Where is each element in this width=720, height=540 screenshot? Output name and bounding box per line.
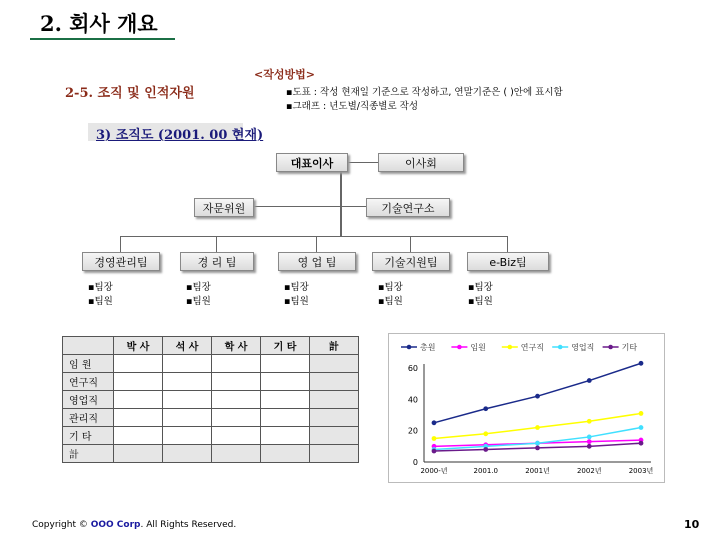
role-member: ▪팀원	[186, 296, 211, 307]
connector-team-1	[120, 236, 121, 252]
x-tick-label: 2001년	[525, 467, 550, 475]
rnd-center-box: 기술연구소	[366, 198, 450, 217]
title-underline	[30, 38, 175, 40]
table-cell	[114, 355, 163, 373]
data-point	[432, 436, 437, 441]
connector-advisory-rnd	[250, 206, 370, 207]
table-header-row	[63, 337, 359, 355]
table-cell	[163, 409, 212, 427]
advisory-box: 자문위원	[194, 198, 254, 217]
table-cell	[261, 355, 310, 373]
table-row-label: 관리직	[63, 409, 114, 427]
legend-marker	[457, 345, 462, 350]
table-row	[63, 445, 359, 463]
table-header-cell: 석 사	[163, 337, 212, 355]
copyright-prefix: Copyright ©	[32, 520, 88, 530]
legend-marker	[407, 345, 412, 350]
table-row-label: 計	[63, 445, 114, 463]
team-box-accounting: 경 리 팀	[180, 252, 254, 271]
legend-marker	[558, 345, 563, 350]
table-cell	[212, 409, 261, 427]
team-roles-accounting	[186, 281, 211, 309]
table-cell	[163, 391, 212, 409]
table-header-cell: 학 사	[212, 337, 261, 355]
table-cell	[261, 391, 310, 409]
data-point	[587, 444, 592, 449]
data-point	[432, 449, 437, 454]
data-point	[535, 441, 540, 446]
board-box: 이사회	[378, 153, 464, 172]
role-leader: ▪팀장	[468, 282, 493, 293]
team-box-management: 경영관리팀	[82, 252, 160, 271]
table-header-cell: 박 사	[114, 337, 163, 355]
role-member: ▪팀원	[284, 296, 309, 307]
team-roles-management	[88, 281, 113, 309]
data-point	[535, 446, 540, 451]
x-tick-label: 2000-년	[420, 467, 448, 475]
table-cell	[212, 391, 261, 409]
data-point	[587, 378, 592, 383]
data-point	[535, 394, 540, 399]
chart-svg	[389, 334, 664, 482]
role-leader: ▪팀장	[186, 282, 211, 293]
method-line-1: ▪도표 : 작성 현재일 기준으로 작성하고, 연말기준은 ( )안에 표시함	[286, 87, 563, 98]
role-member: ▪팀원	[88, 296, 113, 307]
connector-team-3	[316, 236, 317, 252]
table-cell	[310, 409, 359, 427]
y-tick-label: 60	[407, 364, 418, 373]
data-point	[483, 406, 488, 411]
table-row-label: 임 원	[63, 355, 114, 373]
table-cell	[163, 355, 212, 373]
table-row	[63, 427, 359, 445]
team-roles-sales	[284, 281, 309, 309]
copyright-brand: OOO Corp	[90, 520, 141, 530]
personnel-table	[62, 336, 359, 463]
table-cell	[310, 355, 359, 373]
data-point	[587, 435, 592, 440]
legend-label: 영업직	[571, 343, 595, 352]
data-point	[587, 419, 592, 424]
table-cell	[212, 445, 261, 463]
personnel-trend-chart	[388, 333, 665, 483]
connector-trunk	[340, 206, 342, 236]
data-point	[483, 447, 488, 452]
series-line	[434, 363, 641, 423]
data-point	[483, 431, 488, 436]
table-row	[63, 391, 359, 409]
table-cell	[114, 373, 163, 391]
data-point	[535, 425, 540, 430]
table-cell	[212, 427, 261, 445]
table-cell	[310, 445, 359, 463]
table-header-corner	[63, 337, 114, 355]
footer-copyright	[32, 520, 236, 530]
team-box-ebiz: e-Biz팀	[467, 252, 549, 271]
table-row-label: 영업직	[63, 391, 114, 409]
data-point	[587, 439, 592, 444]
data-point	[639, 411, 644, 416]
table-header-cell: 計	[310, 337, 359, 355]
table-cell	[163, 445, 212, 463]
table-cell	[310, 391, 359, 409]
table-header-cell: 기 타	[261, 337, 310, 355]
role-member: ▪팀원	[378, 296, 403, 307]
connector-team-2	[216, 236, 217, 252]
table-row	[63, 355, 359, 373]
page-number: 10	[684, 518, 700, 531]
table-cell	[261, 409, 310, 427]
legend-label: 연구직	[520, 343, 544, 352]
connector-team-5	[507, 236, 508, 252]
table-cell	[212, 373, 261, 391]
table-cell	[114, 445, 163, 463]
table-row	[63, 373, 359, 391]
legend-label: 총원	[420, 343, 436, 352]
y-tick-label: 40	[407, 395, 418, 405]
copyright-suffix: . All Rights Reserved.	[140, 520, 237, 530]
method-heading: <작성방법>	[254, 68, 315, 81]
role-leader: ▪팀장	[378, 282, 403, 293]
y-tick-label: 0	[412, 458, 418, 467]
page-title: 2. 회사 개요	[40, 11, 158, 36]
table-cell	[163, 427, 212, 445]
ceo-box: 대표이사	[276, 153, 348, 172]
table-cell	[310, 427, 359, 445]
role-member: ▪팀원	[468, 296, 493, 307]
legend-marker	[508, 345, 513, 350]
connector-teams-bar	[120, 236, 508, 237]
legend-marker	[608, 345, 613, 350]
data-point	[639, 425, 644, 430]
connector-team-4	[410, 236, 411, 252]
legend-label: 기타	[621, 343, 638, 352]
table-cell	[114, 427, 163, 445]
connector-ceo-down	[340, 170, 342, 206]
table-cell	[310, 373, 359, 391]
table-row	[63, 409, 359, 427]
x-tick-label: 2001.0	[473, 467, 498, 475]
team-box-tech-support: 기술지원팀	[372, 252, 450, 271]
section-subtitle: 2-5. 조직 및 인적자원	[65, 86, 195, 101]
data-point	[432, 420, 437, 425]
team-box-sales: 영 업 팀	[278, 252, 356, 271]
data-point	[639, 361, 644, 366]
table-row-label: 연구직	[63, 373, 114, 391]
team-roles-tech-support	[378, 281, 403, 309]
x-tick-label: 2002년	[576, 467, 602, 475]
table-cell	[212, 355, 261, 373]
y-tick-label: 20	[407, 426, 418, 436]
legend-label: 임원	[470, 343, 486, 352]
table-row-label: 기 타	[63, 427, 114, 445]
role-leader: ▪팀장	[88, 282, 113, 293]
org-chart-title: 3) 조직도 (2001. 00 현재)	[96, 128, 264, 143]
role-leader: ▪팀장	[284, 282, 309, 293]
x-tick-label: 2003년	[628, 467, 654, 475]
method-line-2: ▪그래프 : 년도별/직종별로 작성	[286, 101, 419, 112]
table-cell	[261, 445, 310, 463]
table-cell	[114, 409, 163, 427]
table-cell	[114, 391, 163, 409]
team-roles-ebiz	[468, 281, 493, 309]
table-cell	[163, 373, 212, 391]
data-point	[639, 441, 644, 446]
table-cell	[261, 373, 310, 391]
table-cell	[261, 427, 310, 445]
